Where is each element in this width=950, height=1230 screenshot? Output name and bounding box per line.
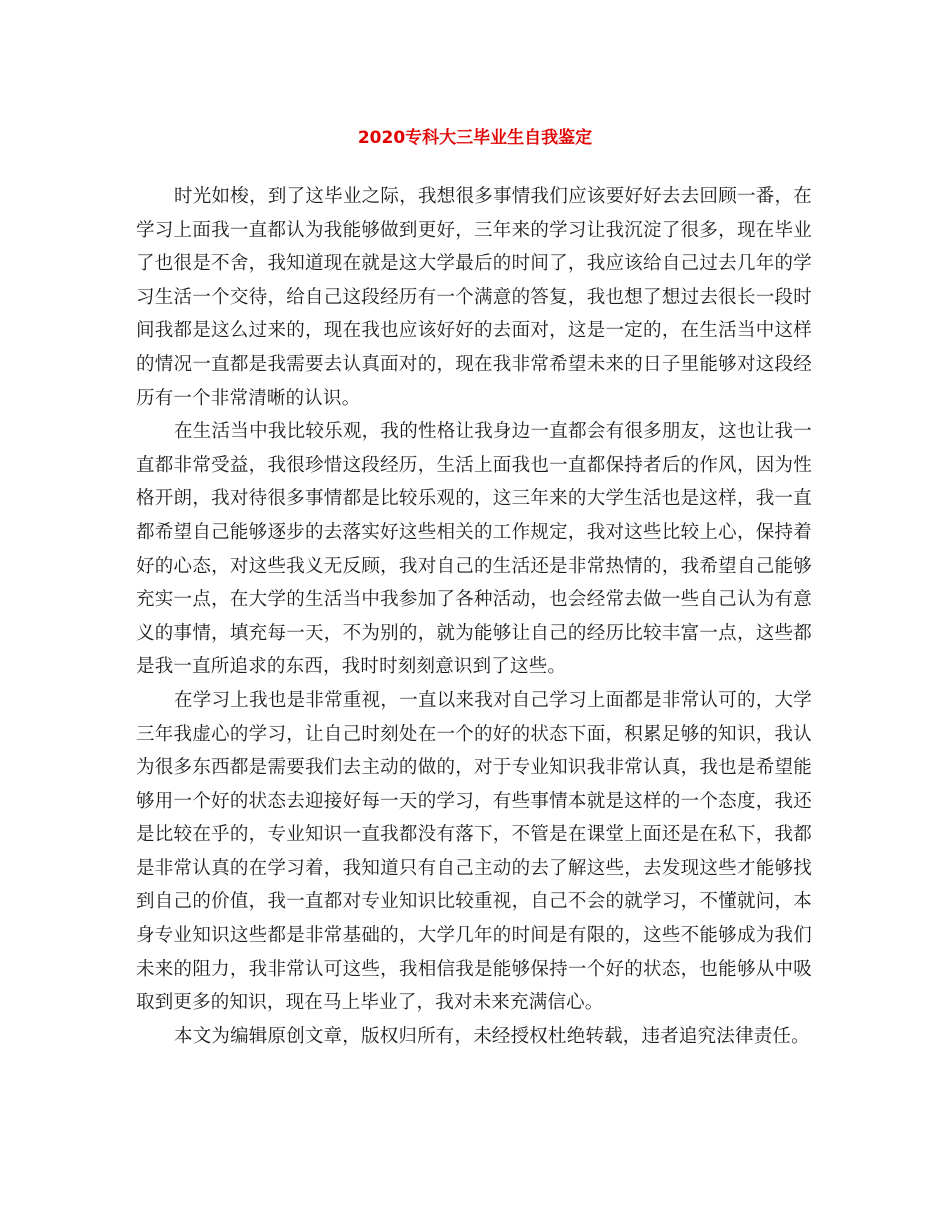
body-paragraph: 在学习上我也是非常重视，一直以来我对自己学习上面都是非常认可的，大学三年我虚心的学习，让自己时刻处在一个的好的状态下面，积累足够的知识，我认为很多东西都是需要我们去主动的做的，对于专业知识我非常认真，我也是希望能够用一个好的状态去迎接好每一天的学习，有些事情本就是这样的一个态度，我还是比较在乎的，专业知识一直我都没有落下，不管是在课堂上面还是在私下，我都是非常认真的在学习着，我知道只有自己主动的去了解这些，去发现这些才能够找到自己的价值，我一直都对专业知识比较重视，自己不会的就学习，不懂就问，本身专业知识这些都是非常基础的，大学几年的时间是有限的，这些不能够成为我们未来的阻力，我非常认可这些，我相信我是能够保持一个好的状态，也能够从中吸取到更多的知识，现在马上毕业了，我对未来充满信心。 <box>136 689 812 1014</box>
body-paragraph: 时光如梭，到了这毕业之际，我想很多事情我们应该要好好去去回顾一番，在学习上面我一直都认为我能够做到更好，三年来的学习让我沉淀了很多，现在毕业了也很是不舍，我知道现在就是这大学最后的时间了，我应该给自己过去几年的学习生活一个交待，给自己这段经历有一个满意的答复，我也想了想过去很长一段时间我都是这么过来的，现在我也应该好好的去面对，这是一定的，在生活当中这样的情况一直都是我需要去认真面对的，现在我非常希望未来的日子里能够对这段经历有一个非常清晰的认识。 <box>136 186 812 409</box>
copyright-notice: 本文为编辑原创文章，版权归所有，未经授权杜绝转载，违者追究法律责任。 <box>174 1025 810 1047</box>
page-title: 2020专科大三毕业生自我鉴定 <box>357 128 593 148</box>
body-paragraph: 在生活当中我比较乐观，我的性格让我身边一直都会有很多朋友，这也让我一直都非常受益，我很珍惜这段经历，生活上面我也一直都保持者后的作风，因为性格开朗，我对待很多事情都是比较乐观的，这三年来的大学生活也是这样，我一直都希望自己能够逐步的去落实好这些相关的工作规定，我对这些比较上心，保持着好的心态，对这些我义无反顾，我对自己的生活还是非常热情的，我希望自己能够充实一点，在大学的生活当中我参加了各种活动，也会经常去做一些自己认为有意义的事情，填充每一天，不为别的，就为能够让自己的经历比较丰富一点，这些都是我一直所追求的东西，我时时刻刻意识到了这些。 <box>136 421 812 678</box>
document-body <box>136 180 812 1053</box>
